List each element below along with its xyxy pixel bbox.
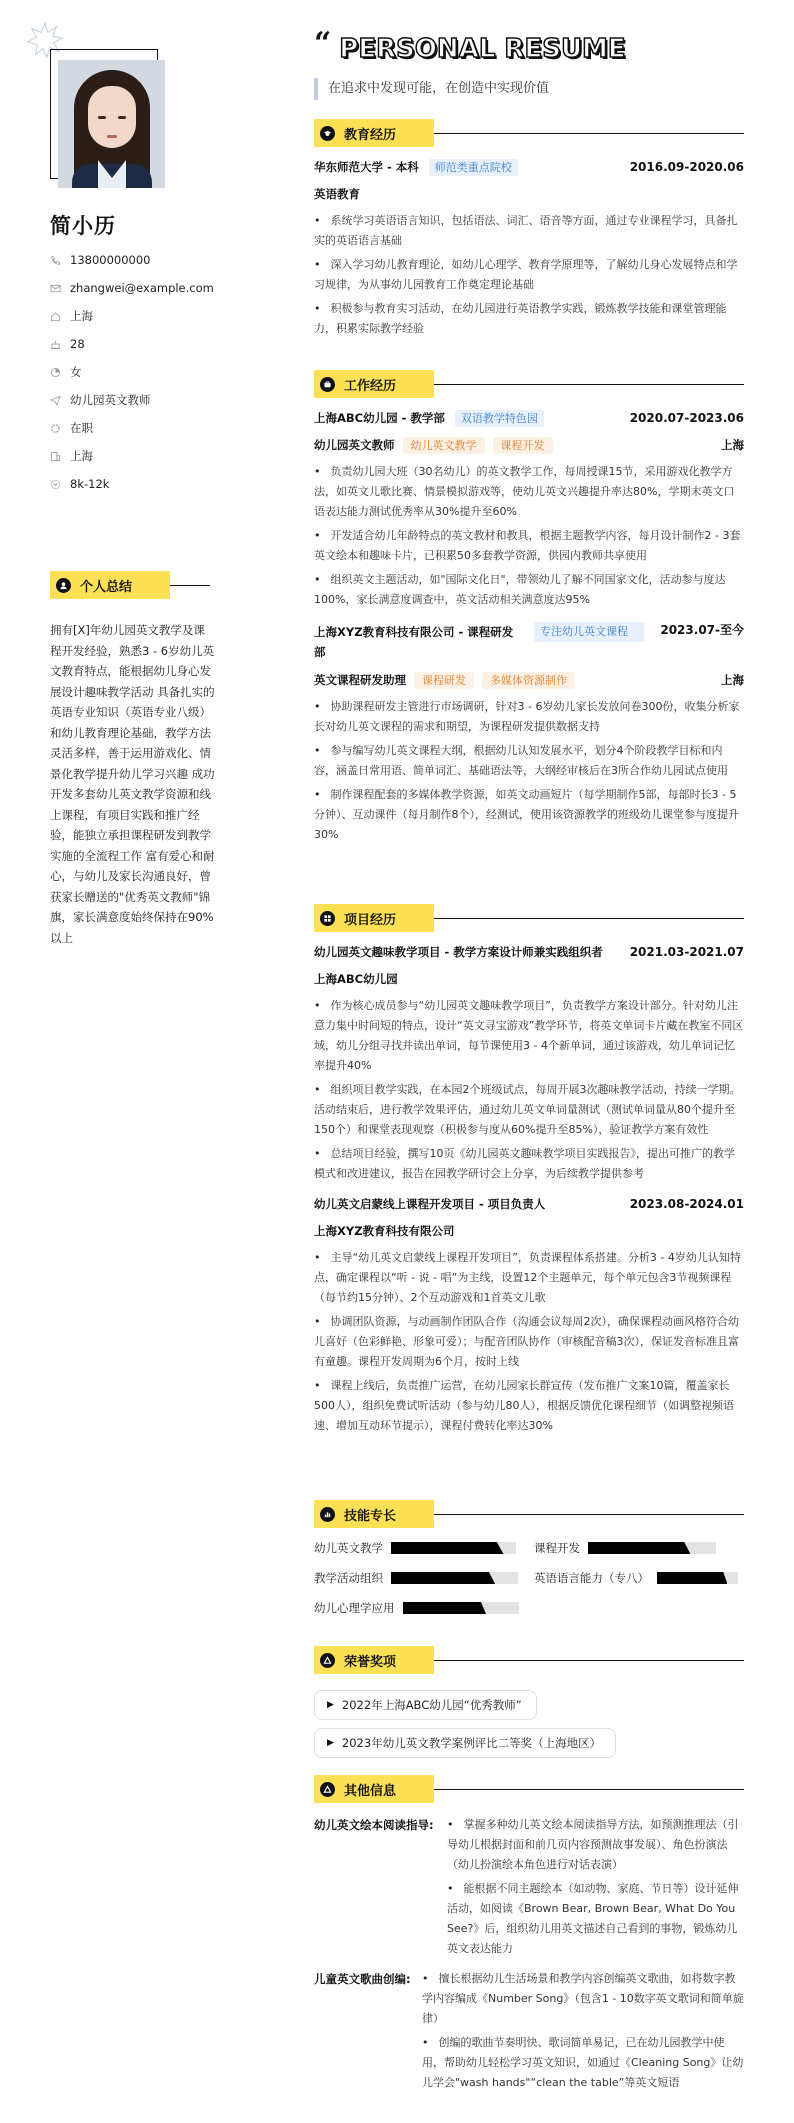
resume-title [314,28,626,72]
contact-info-list [50,246,214,498]
skill-name: 幼儿心理学应用 [314,1601,395,1615]
skill-bar-fill [391,1572,495,1584]
bullet-item: • 负责幼儿园大班（30名幼儿）的英文教学工作，每周授课15节，采用游戏化教学方法，如英文儿歌比赛、情景模拟游戏等，使幼儿英文兴趣提升率达80%，学期末英文口语表达能力测试优秀率从30%提升至60% [314,462,744,522]
summary-text: 拥有[X]年幼儿园英文教学及课程开发经验，熟悉3 - 6岁幼儿英文教育特点，能根据幼儿身心发展设计趣味教学活动 具备扎实的英语专业知识（英语专业八级）和幼儿教育理论基础，教学方法灵活多样，善于运用游戏化、情景化教学提升幼儿学习兴趣 成功开发多套幼儿英文教学资源和线上课程，有项目实践和推广经验，能独立承担课程研发到教学实施的全流程工作 富有爱心和耐心，与幼儿及家长沟通良好，曾获家长赠送的"优秀英文教师"锦旗，家长满意度始终保持在90%以上 [50,623,215,945]
summary-section-header [50,571,210,599]
info-value: 8k-12k [70,477,110,491]
section-title: 个人总结 [80,579,133,595]
other-label: 幼儿英文绘本阅读指导: [314,1818,434,1832]
school-name: 华东师范大学 - 本科 [314,160,419,174]
award-icon [320,1653,335,1668]
role-title: 幼儿园英文教师 [314,438,395,452]
section-tag [314,1646,434,1674]
bullet-item: • 能根据不同主题绘本（如动物、家庭、节日等）设计延伸活动，如阅读《Brown Bear, Brown Bear, What Do You See?》后，组织幼儿用英文描述自己看到的事物，锻炼幼儿英文表达能力 [447,1879,744,1959]
section-title: 项目经历 [344,912,397,928]
info-gender [50,358,214,386]
company-badge: 双语教学特色园 [455,410,544,427]
other-section [314,1775,744,2097]
education-section [314,119,744,343]
project-entry [314,944,744,1184]
info-value: 女 [70,365,82,379]
award-label: 2022年上海ABC幼儿园“优秀教师” [341,1698,522,1712]
skill-bar [657,1572,738,1584]
motto: 在追求中发现可能，在创造中实现价值 [314,78,744,100]
skill-bar [403,1602,519,1614]
section-title: 工作经历 [344,378,397,394]
education-section-header [314,119,744,147]
bullet-item: • 组织英文主题活动，如"国际文化日"，带领幼儿了解不同国家文化，活动参与度达100%，家长满意度调查中，英文活动相关满意度达95% [314,570,744,610]
section-divider [434,1789,744,1790]
bullet-list [314,211,744,339]
mail-icon [50,281,70,295]
section-divider [170,585,210,586]
award-item[interactable] [314,1690,537,1720]
project-org: 上海XYZ教育科技有限公司 [314,1224,455,1238]
bar-chart-icon [320,1507,335,1522]
bullet-item: • 主导“幼儿英文启蒙线上课程开发项目”，负责课程体系搭建。分析3 - 4岁幼儿认知特点，确定课程以“听 - 说 - 唱”为主线，设置12个主题单元，每个单元包含3节视频课程（每节约15分钟）、2个互动游戏和1首英文儿歌 [314,1248,744,1308]
bullet-item: • 深入学习幼儿教育理论，如幼儿心理学、教育学原理等，了解幼儿身心发展特点和学习规律，为从事幼儿园教育工作奠定理论基础 [314,255,744,295]
skill-bar-fill [657,1572,727,1584]
briefcase-icon [320,377,335,392]
bullet-item: • 作为核心成员参与“幼儿园英文趣味教学项目”，负责教学方案设计部分。针对幼儿注意力集中时间短的特点，设计“英文寻宝游戏”教学环节，将英文单词卡片藏在教室不同区域，幼儿分组寻找并读出单词，每节课使用3 - 4个新单词，通过该游戏，幼儿单词记忆率提升40% [314,996,744,1076]
company-name: 上海XYZ教育科技有限公司 - 课程研发部 [314,625,514,659]
section-divider [434,1660,744,1661]
skills-section [314,1500,744,1616]
skill-item [534,1570,744,1586]
company-badge: 专注幼儿英文课程 [534,622,644,642]
skill-tag: 课程开发 [493,437,553,454]
skill-bar-fill [588,1542,690,1554]
section-divider [434,1514,744,1515]
triangle-right-icon: ▶ [327,1700,334,1710]
skill-bar-fill [391,1542,504,1554]
section-tag [314,904,434,932]
project-entry [314,1196,744,1436]
info-position [50,386,214,414]
skill-item [534,1540,744,1556]
bullet-item: • 组织项目教学实践，在本园2个班级试点，每周开展3次趣味教学活动，持续一学期。活动结束后，进行教学效果评估，通过幼儿英文单词量测试（测试单词量从80个提升至150个）和课堂表现观察（积极参与度从60%提升至85%），验证教学方案有效性 [314,1080,744,1140]
bullet-item: • 参与编写幼儿英文课程大纲，根据幼儿认知发展水平，划分4个阶段教学目标和内容，涵盖日常用语、简单词汇、基础语法等，大纲经审核后在3所合作幼儿园试点使用 [314,741,744,781]
other-section-header [314,1775,744,1803]
section-title: 教育经历 [344,127,397,143]
work-location: 上海 [721,673,744,687]
section-tag [314,1775,434,1803]
bullet-list [422,1969,744,2097]
skill-name: 英语语言能力（专八） [534,1571,649,1585]
section-divider [434,918,744,919]
other-label: 儿童英文歌曲创编: [314,1972,411,1986]
bullet-item: • 擅长根据幼儿生活场景和教学内容创编英文歌曲，如将数字教学内容编成《Number Song》（包含1 - 10数字英文歌词和简单旋律） [422,1969,744,2029]
info-value: 上海 [70,309,93,323]
entry-date: 2020.07-2023.06 [629,411,744,425]
bullet-list [314,462,744,610]
section-divider [434,384,744,385]
info-salary [50,470,214,498]
awards-section-header [314,1646,744,1674]
bullet-item: • 积极参与教育实习活动，在幼儿园进行英语教学实践，锻炼教学技能和课堂管理能力，积累实际教学经验 [314,299,744,339]
bullet-list [447,1815,744,1963]
skill-bar [391,1572,518,1584]
info-phone [50,246,214,274]
bullet-item: • 课程上线后，负责推广运营，在幼儿园家长群宣传（发布推广文案10篇，覆盖家长500人），组织免费试听活动（参与幼儿80人），根据反馈优化课程细节（如调整视频语速、增加互动环节提示），课程付费转化率达30% [314,1376,744,1436]
info-value: 在职 [70,421,93,435]
entry-date: 2023.08-2024.01 [629,1197,744,1211]
info-value: 28 [70,337,85,351]
bullet-list [314,996,744,1184]
bullet-item: • 制作课程配套的多媒体教学资源，如英文动画短片（每学期制作5部，每部时长3 - 5分钟）、互动课件（每月制作8个），经测试，使用该资源教学的班级幼儿课堂参与度提升30% [314,785,744,845]
project-name: 幼儿园英文趣味教学项目 - 教学方案设计师兼实践组织者 [314,945,603,959]
section-tag [314,119,434,147]
skill-tag: 课程研发 [414,672,474,689]
projects-section [314,904,744,1440]
work-entry [314,622,744,845]
bullet-item: • 协调团队资源，与动画制作团队合作（沟通会议每周2次），确保课程动画风格符合幼儿喜好（色彩鲜艳、形象可爱）；与配音团队协作（审核配音稿3次），保证发音标准且富有童趣。课程开发周期为6个月，按时上线 [314,1312,744,1372]
info-target-city [50,442,214,470]
section-tag [314,1500,434,1528]
info-email [50,274,214,302]
building-icon [50,449,70,463]
education-entry [314,159,744,339]
award-item[interactable] [314,1728,616,1758]
info-icon [320,1782,335,1797]
grid-icon [320,911,335,926]
info-value: 幼儿园英文教师 [70,393,151,407]
info-value: 上海 [70,449,93,463]
company-name: 上海ABC幼儿园 - 教学部 [314,411,445,425]
bullet-item: • 开发适合幼儿年龄特点的英文教材和教具，根据主题教学内容，每月设计制作2 - 3套英文绘本和趣味卡片，已积累50多套教学资源，供园内教师共享使用 [314,526,744,566]
section-title: 其他信息 [344,1783,397,1799]
home-icon [50,309,70,323]
salary-icon [50,477,70,491]
major: 英语教育 [314,187,360,201]
status-icon [50,421,70,435]
skill-item [314,1600,534,1616]
section-tag [50,571,170,599]
section-title: 荣誉奖项 [344,1654,397,1670]
info-age [50,330,214,358]
section-tag [314,370,434,398]
entry-date: 2021.03-2021.07 [629,945,744,959]
other-item [314,1815,744,1963]
awards-list [314,1682,744,1758]
skill-name: 课程开发 [534,1541,580,1555]
skill-name: 教学活动组织 [314,1571,383,1585]
triangle-right-icon: ▶ [327,1738,334,1748]
info-location [50,302,214,330]
role-title: 英文课程研发助理 [314,673,406,687]
work-entry [314,410,744,610]
skill-item [314,1570,534,1586]
info-status [50,414,214,442]
section-divider [434,133,744,134]
user-icon [56,578,71,593]
cake-icon [50,337,70,351]
entry-date: 2016.09-2020.06 [629,160,744,174]
project-name: 幼儿英文启蒙线上课程开发项目 - 项目负责人 [314,1197,546,1211]
skill-tag: 幼儿英文教学 [403,437,485,454]
entry-date: 2023.07-至今 [660,623,744,637]
skill-item [314,1540,534,1556]
skill-name: 幼儿英文教学 [314,1541,383,1555]
bullet-list [314,697,744,845]
bullet-item: • 总结项目经验，撰写10页《幼儿园英文趣味教学项目实践报告》，提出可推广的教学模式和改进建议，报告在园教学研讨会上分享，为后续教学提供参考 [314,1144,744,1184]
projects-section-header [314,904,744,932]
quote-icon: “ [314,26,332,61]
skill-bar [588,1542,716,1554]
avatar [58,60,165,188]
award-label: 2023年幼儿英文教学案例评比二等奖（上海地区） [341,1736,602,1750]
bullet-item: • 掌握多种幼儿英文绘本阅读指导方法，如预测推理法（引导幼儿根据封面和前几页内容预测故事发展）、角色扮演法（幼儿扮演绘本角色进行对话表演） [447,1815,744,1875]
skill-bar [391,1542,516,1554]
phone-icon [50,253,70,267]
other-item [314,1969,744,2097]
send-icon [50,393,70,407]
section-title: 技能专长 [344,1508,397,1524]
info-value: 13800000000 [70,253,151,267]
gender-icon [50,365,70,379]
work-section [314,370,744,849]
bullet-item: • 协助课程研发主管进行市场调研，针对3 - 6岁幼儿家长发放问卷300份，收集分析家长对幼儿英文课程的需求和期望，为课程研发提供数据支持 [314,697,744,737]
bullet-list [314,1248,744,1436]
skill-bar-fill [403,1602,487,1614]
skill-tag: 多媒体资源制作 [482,672,575,689]
skills-grid [314,1540,744,1616]
school-badge: 师范类重点院校 [429,159,518,176]
awards-section [314,1646,744,1758]
work-location: 上海 [721,438,744,452]
work-section-header [314,370,744,398]
skills-section-header [314,1500,744,1528]
graduation-cap-icon [320,126,335,141]
info-value: zhangwei@example.com [70,281,214,295]
candidate-name: 简小历 [50,214,116,238]
bullet-item: • 创编的歌曲节奏明快、歌词简单易记，已在幼儿园教学中使用，帮助幼儿轻松学习英文知识，如通过《Cleaning Song》让幼儿学会"wash hands"“clean the table”等英文短语 [422,2033,744,2093]
project-org: 上海ABC幼儿园 [314,972,398,986]
bullet-item: • 系统学习英语语言知识，包括语法、词汇、语音等方面，通过专业课程学习，具备扎实的英语语言基础 [314,211,744,251]
title-text: PERSONAL RESUME [339,34,626,64]
